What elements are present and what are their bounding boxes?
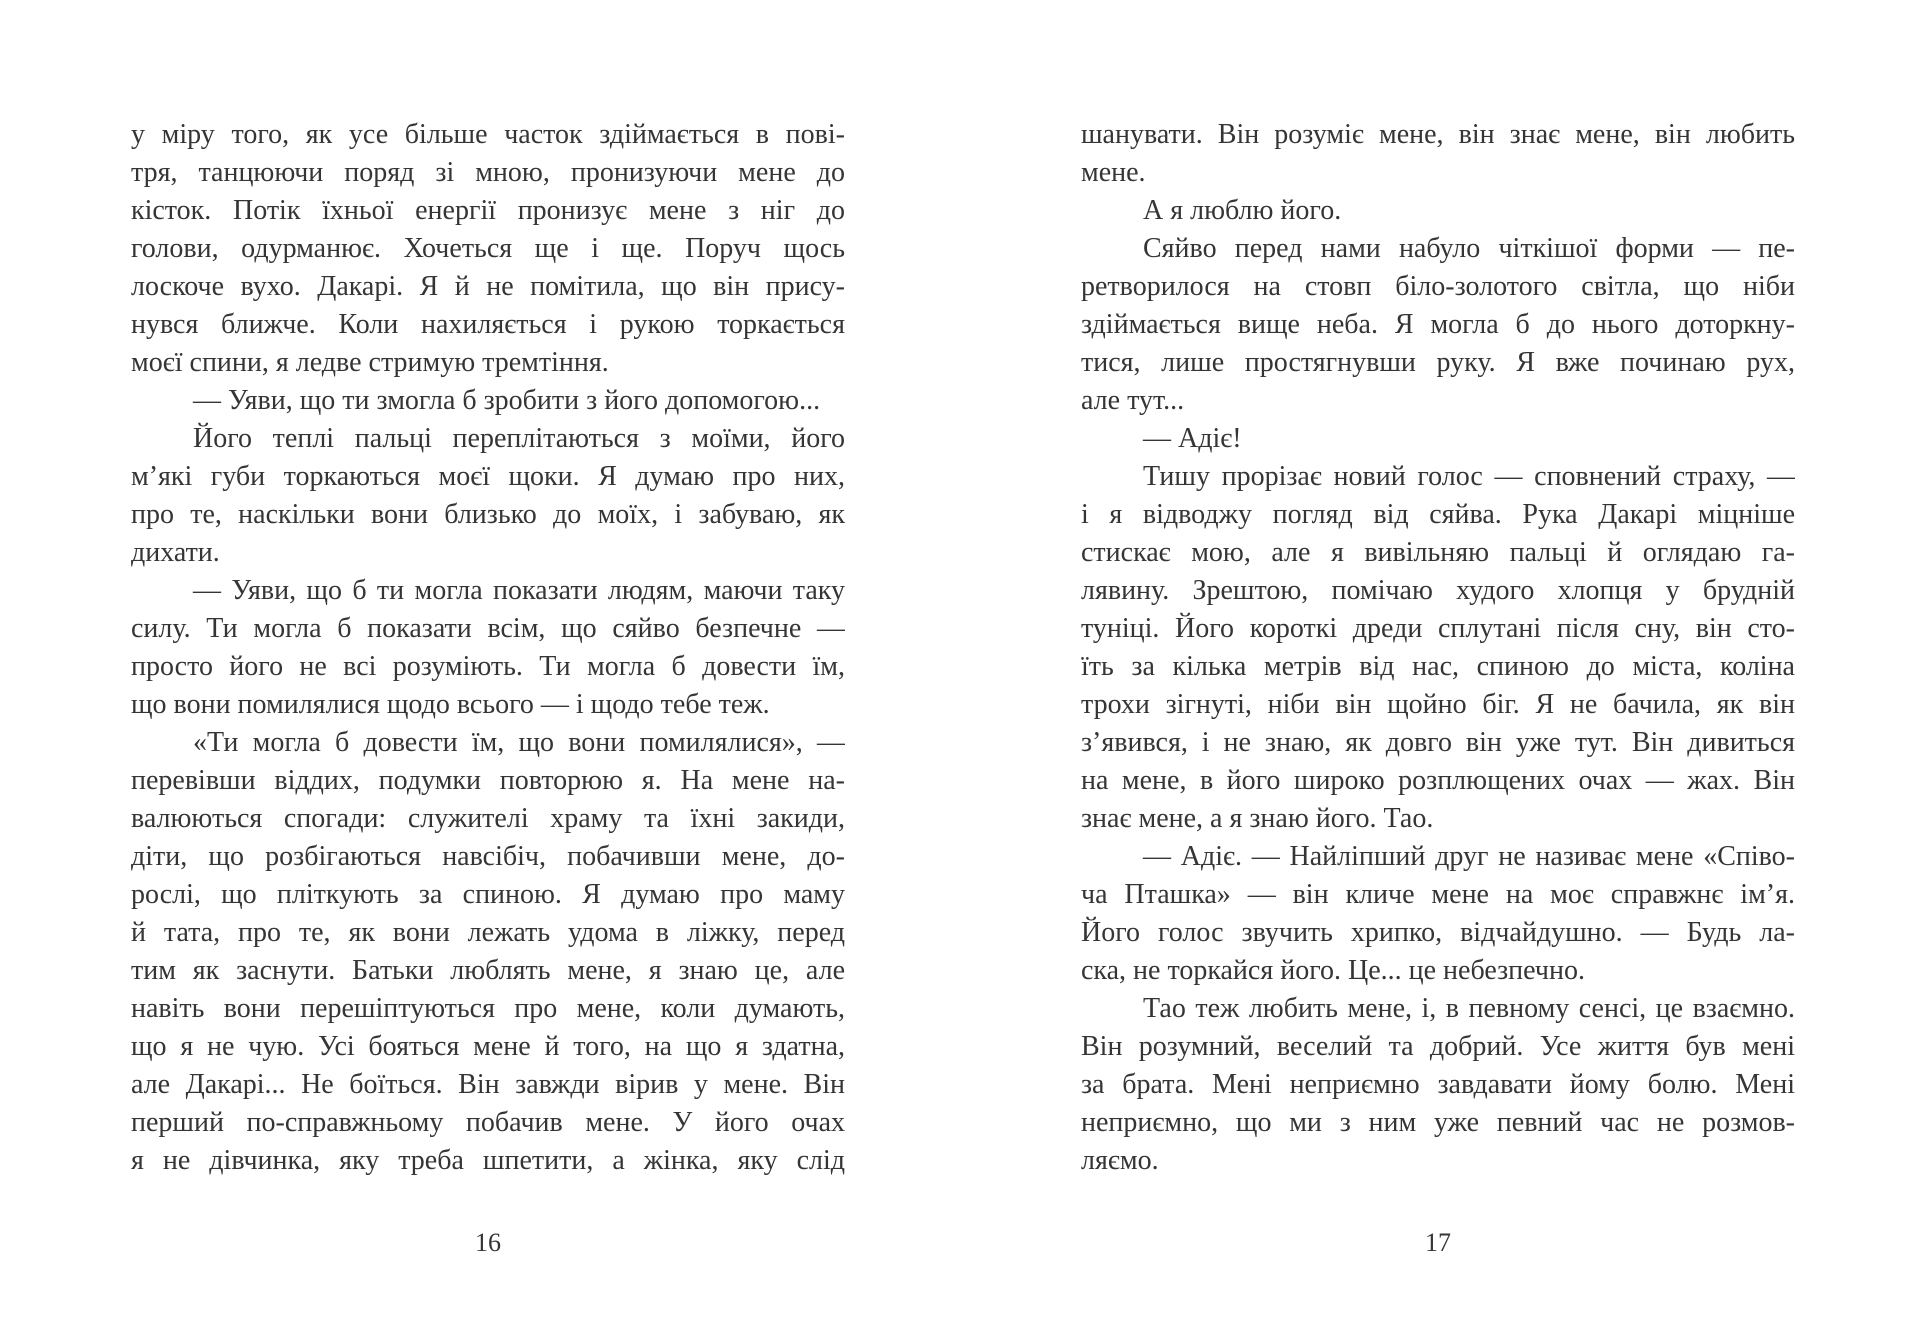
page-number-left: 16 <box>475 1228 501 1257</box>
text-line: дихати. <box>131 537 220 568</box>
text-line: але тут... <box>1081 385 1185 416</box>
text-line: ска, не торкайся його. Це... це небезпечно. <box>1081 955 1585 986</box>
text-line: — Уяви, що б ти могла показати людям, маючи таку <box>193 575 845 606</box>
text-line: мене. <box>1081 157 1146 188</box>
text-line: що вони помилялися щодо всього — і щодо тебе теж. <box>131 689 770 720</box>
text-line: — Адіє. — Найліпший друг не називає мене «Співо- <box>1143 841 1795 872</box>
text-line: їть за кілька метрів від нас, спиною до міста, коліна <box>1081 651 1795 682</box>
text-line: Тишу прорізає новий голос — сповнений страху, — <box>1143 461 1795 492</box>
text-line: ретворилося на стовп біло-золотого світла, що ніби <box>1081 271 1795 302</box>
text-line: лоскоче вухо. Дакарі. Я й не помітила, що він прису- <box>131 271 845 302</box>
text-line: валюються спогади: служителі храму та їхні закиди, <box>131 803 845 834</box>
text-line: Тао теж любить мене, і, в певному сенсі, це взаємно. <box>1143 993 1795 1024</box>
text-line: кісток. Потік їхньої енергії пронизує мене з ніг до <box>131 195 845 226</box>
text-line: за брата. Мені неприємно завдавати йому болю. Мені <box>1081 1069 1795 1100</box>
text-line: про те, наскільки вони близько до моїх, і забуваю, як <box>131 499 845 530</box>
page-number-right: 17 <box>1425 1228 1451 1257</box>
text-line: діти, що розбігаються навсібіч, побачивши мене, до- <box>131 841 845 872</box>
text-line: Його голос звучить хрипко, відчайдушно. — Будь ла- <box>1081 917 1795 948</box>
text-line: перевівши віддих, подумки повторюю я. На мене на- <box>131 765 845 796</box>
text-line: тися, лише простягнувши руку. Я вже починаю рух, <box>1081 347 1795 378</box>
text-line: А я люблю його. <box>1143 195 1342 226</box>
text-line: ляємо. <box>1081 1145 1159 1176</box>
text-line: лявину. Зрештою, помічаю худого хлопця у брудній <box>1081 575 1795 606</box>
text-line: нувся ближче. Коли нахиляється і рукою торкається <box>131 309 845 340</box>
text-line: шанувати. Він розуміє мене, він знає мене, він любить <box>1081 119 1795 150</box>
text-line: я не дівчинка, яку треба шпетити, а жінка, яку слід <box>131 1145 845 1176</box>
text-line: стискає мою, але я вивільняю пальці й оглядаю га- <box>1081 537 1795 568</box>
text-line: Сяйво перед нами набуло чіткішої форми — пе- <box>1143 233 1795 264</box>
text-line: — Адіє! <box>1143 423 1242 454</box>
text-line: просто його не всі розуміють. Ти могла б довести їм, <box>131 651 845 682</box>
text-line: Він розумний, веселий та добрий. Усе життя був мені <box>1081 1031 1795 1062</box>
text-line: Його теплі пальці переплітаються з моїми, його <box>193 423 845 454</box>
text-line: що я не чую. Усі бояться мене й того, на що я здатна, <box>131 1031 845 1062</box>
text-line: перший по-справжньому побачив мене. У його очах <box>131 1107 845 1138</box>
text-line: навіть вони перешіптуються про мене, коли думають, <box>131 993 845 1024</box>
text-line: тря, танцюючи поряд зі мною, пронизуючи мене до <box>131 157 845 188</box>
text-line: на мене, в його широко розплющених очах — жах. Він <box>1081 765 1795 796</box>
text-line: знає мене, а я знаю його. Тао. <box>1081 803 1434 834</box>
text-line: рослі, що пліткують за спиною. Я думаю про маму <box>131 879 845 910</box>
text-line: й тата, про те, як вони лежать удома в ліжку, перед <box>131 917 845 948</box>
text-line: з’явився, і не знаю, як довго він уже тут. Він дивиться <box>1081 727 1795 758</box>
text-line: тим як заснути. Батьки люблять мене, я знаю це, але <box>131 955 845 986</box>
text-line: — Уяви, що ти змогла б зробити з його допомогою... <box>193 385 821 416</box>
page-left-text <box>131 116 845 1180</box>
text-line: неприємно, що ми з ним уже певний час не розмов- <box>1081 1107 1795 1138</box>
text-line: у міру того, як усе більше часток здіймається в пові- <box>131 119 845 150</box>
text-line: моєї спини, я ледве стримую тремтіння. <box>131 347 609 378</box>
page-right-text <box>1081 116 1795 1180</box>
text-line: силу. Ти могла б показати всім, що сяйво безпечне — <box>131 613 845 644</box>
text-line: м’які губи торкаються моєї щоки. Я думаю про них, <box>131 461 845 492</box>
text-line: «Ти могла б довести їм, що вони помилялися», — <box>193 727 845 758</box>
text-line: здіймається вище неба. Я могла б до нього доторкну- <box>1081 309 1795 340</box>
text-line: і я відводжу погляд від сяйва. Рука Дакарі міцніше <box>1081 499 1795 530</box>
text-line: але Дакарі... Не боїться. Він завжди вірив у мене. Він <box>131 1069 845 1100</box>
text-line: голови, одурманює. Хочеться ще і ще. Поруч щось <box>131 233 845 264</box>
text-line: туніці. Його короткі дреди сплутані після сну, він сто- <box>1081 613 1795 644</box>
text-line: ча Пташка» — він кличе мене на моє справжнє ім’я. <box>1081 879 1795 910</box>
text-line: трохи зігнуті, ніби він щойно біг. Я не бачила, як він <box>1081 689 1795 720</box>
